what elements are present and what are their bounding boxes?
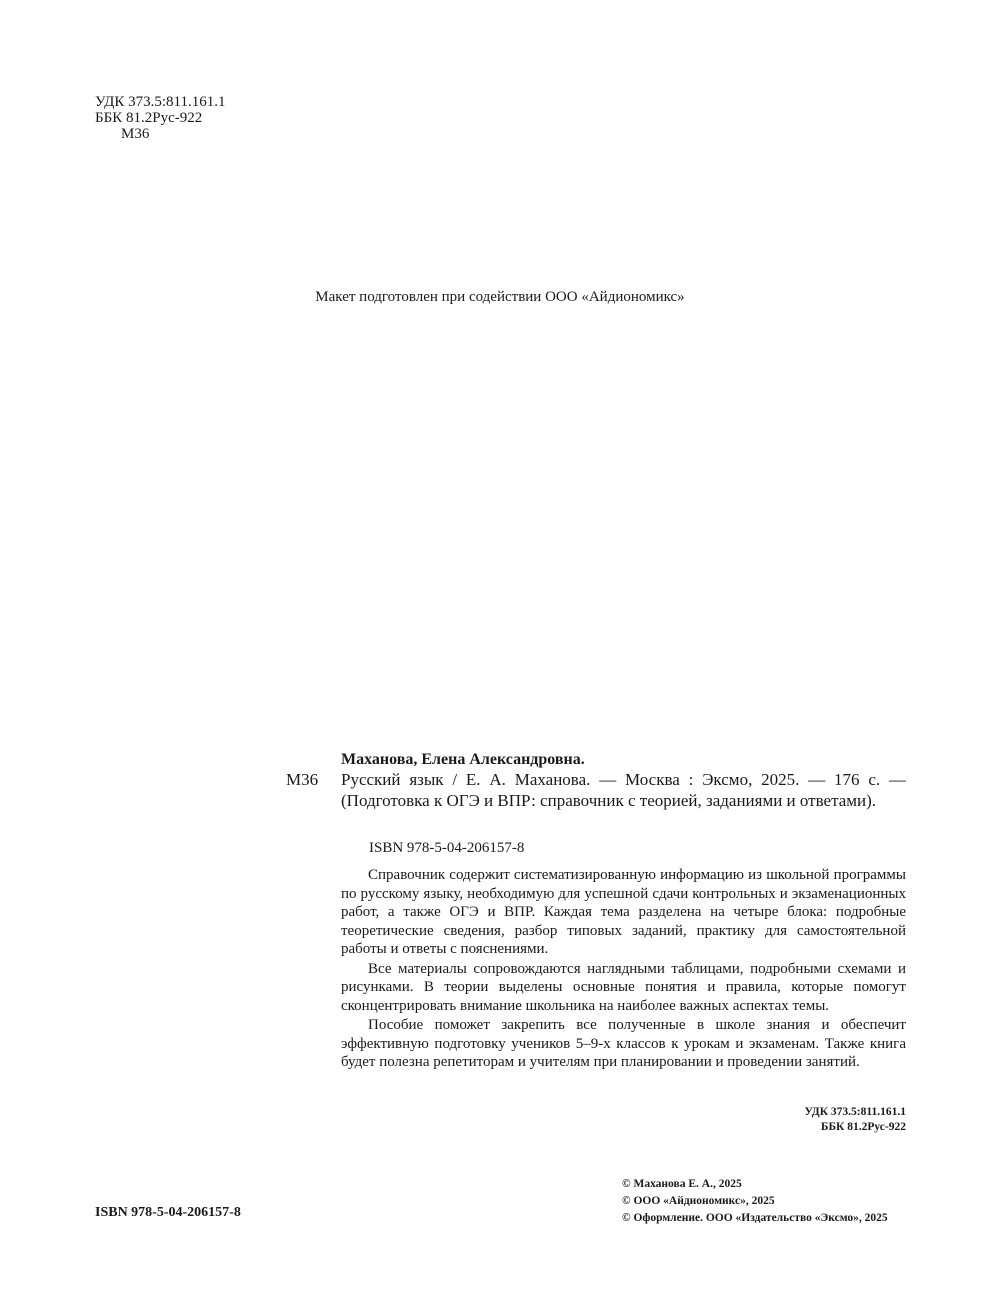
- annotation-paragraph: Справочник содержит систематизированную информацию из школьной программы по русскому языку, необходимую для успешной сдачи контрольных и экзаменационных работ, а также ОГЭ и ВПР. Каждая тема разделена на четыре блока: подробные теоретические сведения, разбор типовых заданий, практику для самостоятельной работы и ответы с пояснениями.: [341, 867, 906, 957]
- copyright-line: © ООО «Айдиономикс», 2025: [622, 1195, 775, 1207]
- catalog-isbn: ISBN 978-5-04-206157-8: [369, 840, 525, 856]
- copyright-line: © Маханова Е. А., 2025: [622, 1178, 742, 1190]
- catalog-description: Русский язык / Е. А. Маханова. — Москва : Эксмо, 2025. — 176 с. — (Подготовка к ОГЭ и ВПР: справочник с теорией, заданиями и ответами).: [341, 770, 906, 810]
- copyright-block: [622, 1176, 888, 1227]
- udk-code: УДК 373.5:811.161.1: [95, 94, 226, 110]
- prepared-note: Макет подготовлен при содействии ООО «Айдиономикс»: [315, 289, 685, 305]
- right-classification-codes: [600, 1105, 906, 1135]
- top-classification-codes: [95, 94, 225, 142]
- bbk-code: ББК 81.2Рус-922: [95, 110, 203, 126]
- bbk-code: ББК 81.2Рус-922: [820, 1121, 906, 1133]
- catalog-author: Маханова, Елена Александровна.: [341, 751, 585, 768]
- annotation: [341, 866, 906, 1073]
- author-mark: М36: [121, 126, 150, 142]
- copyright-line: © Оформление. ООО «Издательство «Эксмо», 2025: [622, 1212, 888, 1224]
- catalog-author-mark: М36: [286, 770, 319, 789]
- annotation-paragraph: Все материалы сопровождаются наглядными таблицами, подробными схемами и рисунками. В теории выделены основные понятия и правила, которые помогут сконцентрировать внимание школьника на наиболее важных аспектах темы.: [341, 960, 906, 1014]
- udk-code: УДК 373.5:811.161.1: [804, 1106, 906, 1118]
- isbn-bottom: ISBN 978-5-04-206157-8: [95, 1205, 241, 1220]
- annotation-paragraph: Пособие поможет закрепить все полученные в школе знания и обеспечит эффективную подготовку учеников 5–9-х классов к урокам и экзаменам. Также книга будет полезна репетиторам и учителям при планировании и проведении занятий.: [341, 1017, 906, 1070]
